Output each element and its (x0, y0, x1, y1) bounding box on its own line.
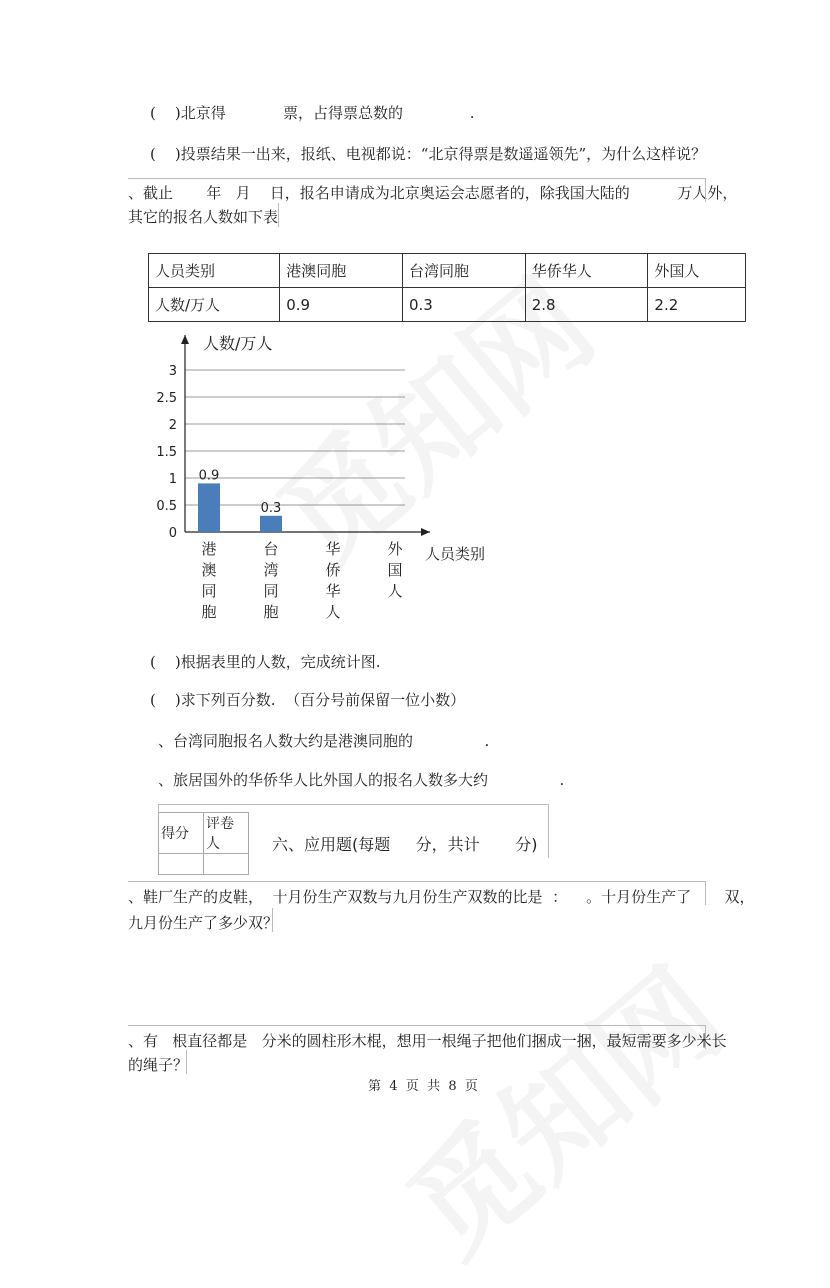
x-category-label: 侨 (325, 561, 341, 579)
table-cell: 0.9 (280, 288, 403, 322)
table-cell: 人数/万人 (149, 288, 280, 322)
divider (128, 178, 706, 179)
page-footer: 第 4 页 共 8 页 (368, 1079, 478, 1094)
grader-label: 评卷人 (204, 813, 249, 854)
problem-text: 、有 根直径都是 分米的圆柱形木棍，想用一根绳子把他们捆成一捆，最短需要多少米长 (128, 1032, 727, 1050)
watermark (367, 924, 753, 1287)
question-line: ( )北京得 票，占得票总数的 . (150, 104, 475, 122)
problem-text: 、鞋厂生产的皮鞋， 十月份生产双数与九月份生产双数的比是 ： 。十月份生产了 双， (128, 888, 755, 906)
x-category-label: 同 (263, 582, 279, 600)
data-label: 0.3 (260, 500, 282, 516)
table-cell: 外国人 (648, 254, 746, 288)
x-category-label: 湾 (263, 561, 279, 579)
x-category-label: 港 (201, 540, 217, 558)
y-axis-label: 人数/万人 (203, 334, 273, 353)
y-tick-label: 1.5 (156, 445, 177, 460)
divider (272, 908, 273, 932)
x-category-label: 台 (263, 540, 279, 558)
problem-text: 的绳子？ (128, 1056, 189, 1074)
divider (158, 804, 548, 805)
table-cell: 华侨华人 (525, 254, 648, 288)
x-axis-arrow (421, 528, 430, 536)
table-cell: 2.2 (648, 288, 746, 322)
y-tick-label: 0.5 (156, 499, 177, 514)
divider (128, 1025, 706, 1026)
table-row (149, 288, 746, 322)
divider (186, 1050, 187, 1074)
problem-text: 其它的报名人数如下表 (128, 208, 279, 226)
table-cell: 港澳同胞 (280, 254, 403, 288)
section-title: 六、应用题(每题 分，共计 分) (272, 835, 538, 854)
x-category-label: 胞 (201, 603, 217, 621)
bar (198, 483, 220, 532)
x-category-label: 华 (325, 540, 341, 558)
problem-text: 、截止 年 月 日，报名申请成为北京奥运会志愿者的，除我国大陆的 万人外， (128, 184, 738, 202)
data-label: 0.9 (198, 468, 220, 484)
divider (705, 178, 706, 202)
score-box (158, 812, 249, 875)
y-tick-label: 2 (168, 418, 177, 433)
bar (260, 516, 282, 532)
grader-cell[interactable] (204, 854, 249, 875)
question-line: ( )求下列百分数. （百分号前保留一位小数） (150, 691, 466, 709)
question-line: 、旅居国外的华侨华人比外国人的报名人数多大约 . (158, 771, 565, 789)
divider (548, 804, 549, 858)
y-axis-arrow (181, 335, 189, 344)
x-category-label: 澳 (201, 561, 217, 579)
x-category-label: 胞 (263, 603, 279, 621)
table-cell: 2.8 (525, 288, 648, 322)
table-cell: 0.3 (402, 288, 525, 322)
x-category-label: 外 (387, 540, 403, 558)
divider (128, 881, 706, 882)
table-row (149, 254, 746, 288)
problem-text: 九月份生产了多少双？ (128, 914, 279, 932)
table-cell: 人员类别 (149, 254, 280, 288)
table-cell: 台湾同胞 (402, 254, 525, 288)
x-category-label: 华 (325, 582, 341, 600)
x-category-label: 国 (387, 561, 403, 579)
score-label: 得分 (159, 813, 204, 854)
score-cell[interactable] (159, 854, 204, 875)
question-line: 、台湾同胞报名人数大约是港澳同胞的 . (158, 732, 490, 750)
question-line: ( )根据表里的人数，完成统计图. (150, 653, 381, 671)
x-category-label: 人 (325, 603, 341, 621)
data-table (148, 253, 746, 322)
x-category-label: 同 (201, 582, 217, 600)
y-tick-label: 2.5 (156, 391, 177, 406)
x-axis-label: 人员类别 (425, 545, 486, 563)
divider (278, 203, 279, 227)
bar-chart (156, 325, 540, 625)
y-tick-label: 0 (168, 526, 177, 541)
y-tick-label: 3 (168, 364, 177, 379)
x-category-label: 人 (387, 582, 403, 600)
question-line: ( )投票结果一出来，报纸、电视都说：“北京得票是数遥遥领先”，为什么这样说？ (150, 145, 707, 163)
y-tick-label: 1 (168, 472, 177, 487)
